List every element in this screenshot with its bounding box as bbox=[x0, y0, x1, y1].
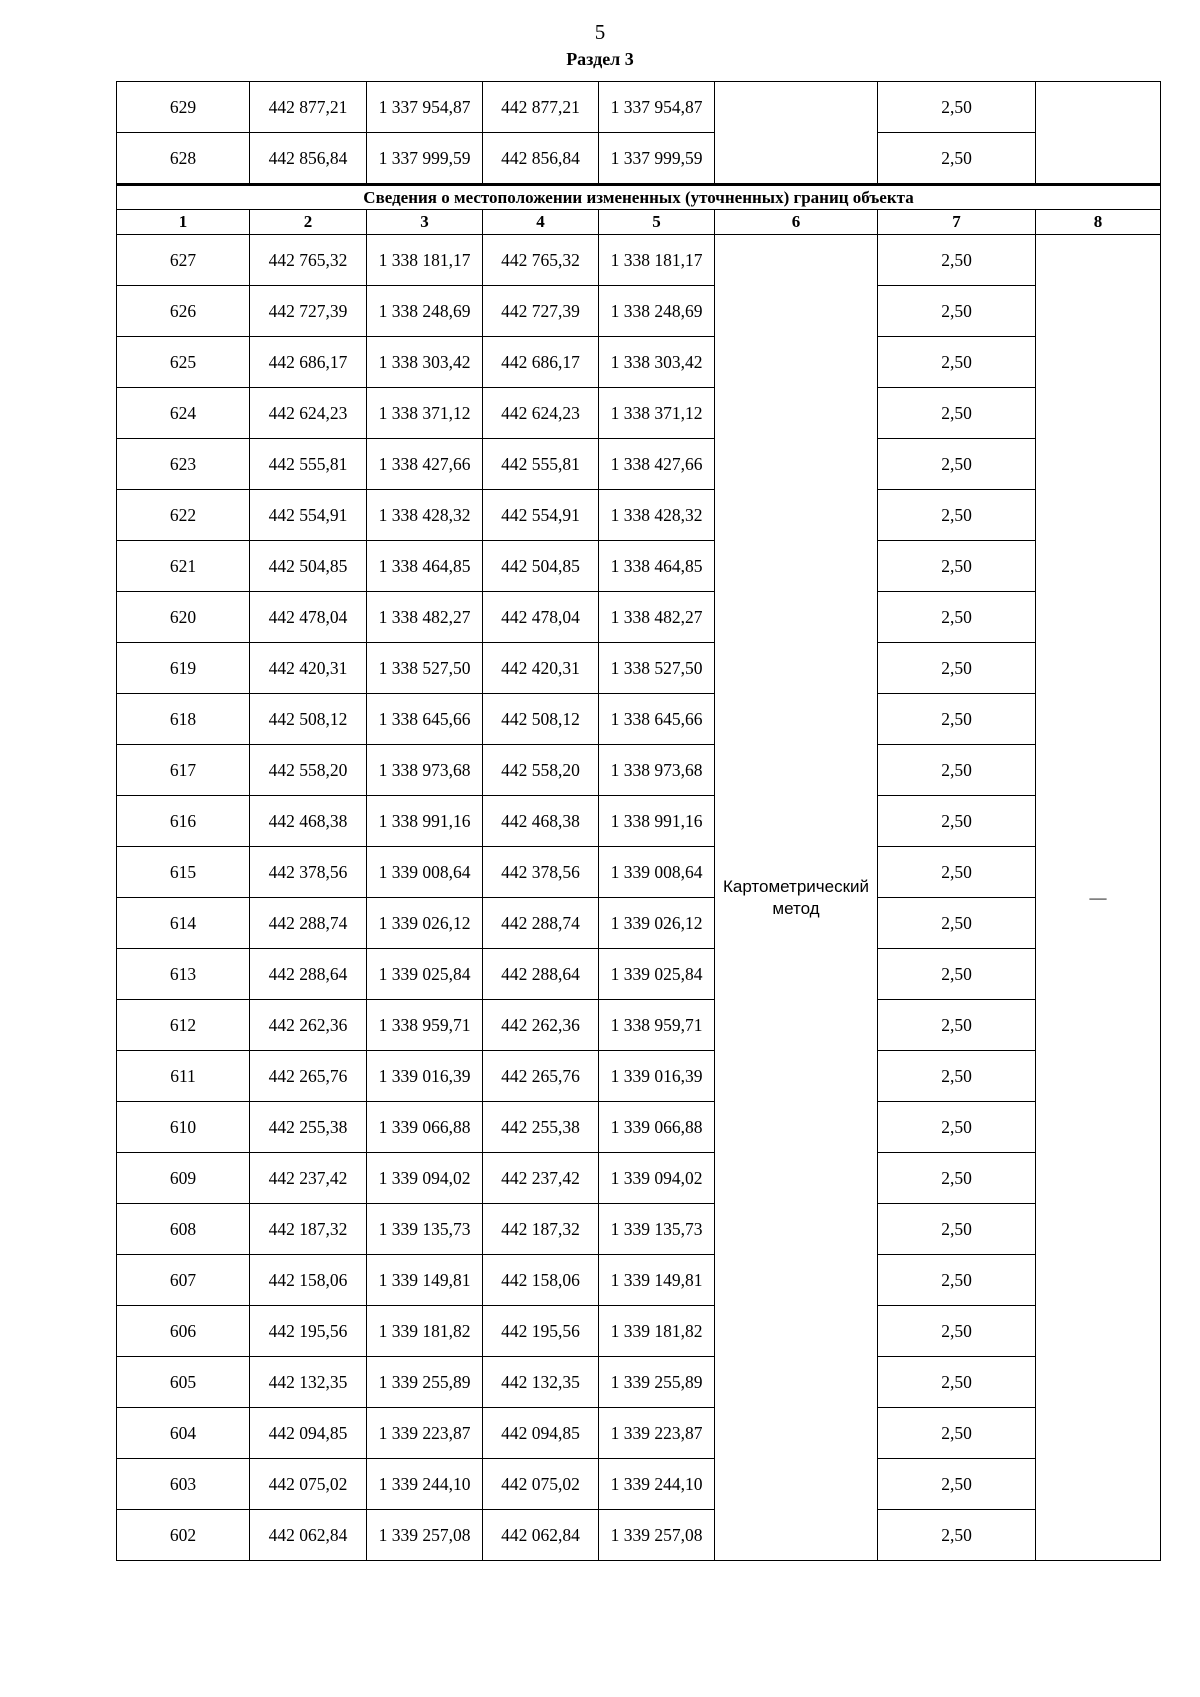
accuracy-cell: 2,50 bbox=[878, 1000, 1036, 1051]
accuracy-cell: 2,50 bbox=[878, 1255, 1036, 1306]
y-new-cell: 1 339 257,08 bbox=[599, 1510, 715, 1561]
table-row bbox=[117, 847, 1161, 898]
y-existing-cell: 1 339 257,08 bbox=[367, 1510, 483, 1561]
y-existing-cell: 1 338 527,50 bbox=[367, 643, 483, 694]
point-number-cell: 611 bbox=[117, 1051, 250, 1102]
table-row bbox=[117, 898, 1161, 949]
x-new-cell: 442 504,85 bbox=[483, 541, 599, 592]
y-existing-cell: 1 339 135,73 bbox=[367, 1204, 483, 1255]
x-new-cell: 442 195,56 bbox=[483, 1306, 599, 1357]
x-existing-cell: 442 877,21 bbox=[250, 82, 367, 133]
x-new-cell: 442 262,36 bbox=[483, 1000, 599, 1051]
point-number-cell: 629 bbox=[117, 82, 250, 133]
y-new-cell: 1 338 973,68 bbox=[599, 745, 715, 796]
point-number-cell: 613 bbox=[117, 949, 250, 1000]
table-row bbox=[117, 1459, 1161, 1510]
point-number-cell: 628 bbox=[117, 133, 250, 185]
y-new-cell: 1 339 026,12 bbox=[599, 898, 715, 949]
x-existing-cell: 442 195,56 bbox=[250, 1306, 367, 1357]
y-new-cell: 1 339 255,89 bbox=[599, 1357, 715, 1408]
accuracy-cell: 2,50 bbox=[878, 490, 1036, 541]
y-new-cell: 1 338 482,27 bbox=[599, 592, 715, 643]
column-number-row bbox=[117, 210, 1161, 235]
y-existing-cell: 1 339 223,87 bbox=[367, 1408, 483, 1459]
x-new-cell: 442 554,91 bbox=[483, 490, 599, 541]
x-new-cell: 442 288,74 bbox=[483, 898, 599, 949]
x-existing-cell: 442 237,42 bbox=[250, 1153, 367, 1204]
x-new-cell: 442 187,32 bbox=[483, 1204, 599, 1255]
point-number-cell: 620 bbox=[117, 592, 250, 643]
accuracy-cell: 2,50 bbox=[878, 1510, 1036, 1561]
table-row bbox=[117, 1153, 1161, 1204]
y-existing-cell: 1 339 181,82 bbox=[367, 1306, 483, 1357]
y-new-cell: 1 339 181,82 bbox=[599, 1306, 715, 1357]
y-existing-cell: 1 339 008,64 bbox=[367, 847, 483, 898]
x-existing-cell: 442 727,39 bbox=[250, 286, 367, 337]
point-number-cell: 604 bbox=[117, 1408, 250, 1459]
accuracy-cell: 2,50 bbox=[878, 439, 1036, 490]
x-new-cell: 442 856,84 bbox=[483, 133, 599, 185]
accuracy-cell: 2,50 bbox=[878, 643, 1036, 694]
y-existing-cell: 1 339 026,12 bbox=[367, 898, 483, 949]
point-number-cell: 621 bbox=[117, 541, 250, 592]
accuracy-cell: 2,50 bbox=[878, 1204, 1036, 1255]
x-new-cell: 442 255,38 bbox=[483, 1102, 599, 1153]
x-new-cell: 442 508,12 bbox=[483, 694, 599, 745]
x-existing-cell: 442 508,12 bbox=[250, 694, 367, 745]
y-new-cell: 1 337 954,87 bbox=[599, 82, 715, 133]
y-existing-cell: 1 338 427,66 bbox=[367, 439, 483, 490]
table-row bbox=[117, 82, 1161, 133]
x-new-cell: 442 158,06 bbox=[483, 1255, 599, 1306]
point-number-cell: 605 bbox=[117, 1357, 250, 1408]
y-new-cell: 1 338 527,50 bbox=[599, 643, 715, 694]
method-cell: Картометрический метод bbox=[715, 235, 878, 1561]
y-existing-cell: 1 338 371,12 bbox=[367, 388, 483, 439]
point-number-cell: 610 bbox=[117, 1102, 250, 1153]
x-existing-cell: 442 554,91 bbox=[250, 490, 367, 541]
method-cell-empty bbox=[715, 82, 878, 185]
x-existing-cell: 442 420,31 bbox=[250, 643, 367, 694]
table-row bbox=[117, 1306, 1161, 1357]
point-number-cell: 618 bbox=[117, 694, 250, 745]
table-row bbox=[117, 388, 1161, 439]
accuracy-cell: 2,50 bbox=[878, 1102, 1036, 1153]
description-cell-empty bbox=[1036, 82, 1161, 185]
x-existing-cell: 442 094,85 bbox=[250, 1408, 367, 1459]
accuracy-cell: 2,50 bbox=[878, 133, 1036, 185]
accuracy-cell: 2,50 bbox=[878, 592, 1036, 643]
y-new-cell: 1 339 094,02 bbox=[599, 1153, 715, 1204]
table-row bbox=[117, 745, 1161, 796]
y-new-cell: 1 337 999,59 bbox=[599, 133, 715, 185]
y-new-cell: 1 338 181,17 bbox=[599, 235, 715, 286]
x-existing-cell: 442 075,02 bbox=[250, 1459, 367, 1510]
x-new-cell: 442 378,56 bbox=[483, 847, 599, 898]
point-number-cell: 625 bbox=[117, 337, 250, 388]
x-existing-cell: 442 288,74 bbox=[250, 898, 367, 949]
point-number-cell: 609 bbox=[117, 1153, 250, 1204]
y-existing-cell: 1 337 999,59 bbox=[367, 133, 483, 185]
table-row bbox=[117, 643, 1161, 694]
y-new-cell: 1 339 223,87 bbox=[599, 1408, 715, 1459]
y-new-cell: 1 338 248,69 bbox=[599, 286, 715, 337]
table-row bbox=[117, 439, 1161, 490]
x-new-cell: 442 062,84 bbox=[483, 1510, 599, 1561]
accuracy-cell: 2,50 bbox=[878, 1408, 1036, 1459]
accuracy-cell: 2,50 bbox=[878, 796, 1036, 847]
table-row bbox=[117, 1204, 1161, 1255]
accuracy-cell: 2,50 bbox=[878, 1153, 1036, 1204]
x-existing-cell: 442 288,64 bbox=[250, 949, 367, 1000]
table-row bbox=[117, 694, 1161, 745]
x-existing-cell: 442 468,38 bbox=[250, 796, 367, 847]
column-number: 4 bbox=[483, 210, 599, 235]
x-existing-cell: 442 765,32 bbox=[250, 235, 367, 286]
column-number: 3 bbox=[367, 210, 483, 235]
column-number: 2 bbox=[250, 210, 367, 235]
table-row bbox=[117, 796, 1161, 847]
y-existing-cell: 1 339 016,39 bbox=[367, 1051, 483, 1102]
accuracy-cell: 2,50 bbox=[878, 745, 1036, 796]
y-new-cell: 1 338 428,32 bbox=[599, 490, 715, 541]
table-row bbox=[117, 1000, 1161, 1051]
accuracy-cell: 2,50 bbox=[878, 1051, 1036, 1102]
x-existing-cell: 442 378,56 bbox=[250, 847, 367, 898]
point-number-cell: 627 bbox=[117, 235, 250, 286]
x-existing-cell: 442 478,04 bbox=[250, 592, 367, 643]
x-new-cell: 442 288,64 bbox=[483, 949, 599, 1000]
x-new-cell: 442 094,85 bbox=[483, 1408, 599, 1459]
table-row bbox=[117, 1102, 1161, 1153]
column-number: 8 bbox=[1036, 210, 1161, 235]
point-number-cell: 622 bbox=[117, 490, 250, 541]
y-new-cell: 1 339 025,84 bbox=[599, 949, 715, 1000]
table-row bbox=[117, 1051, 1161, 1102]
point-number-cell: 602 bbox=[117, 1510, 250, 1561]
y-existing-cell: 1 338 181,17 bbox=[367, 235, 483, 286]
y-new-cell: 1 338 645,66 bbox=[599, 694, 715, 745]
point-number-cell: 624 bbox=[117, 388, 250, 439]
y-new-cell: 1 339 244,10 bbox=[599, 1459, 715, 1510]
point-number-cell: 616 bbox=[117, 796, 250, 847]
x-new-cell: 442 624,23 bbox=[483, 388, 599, 439]
accuracy-cell: 2,50 bbox=[878, 1306, 1036, 1357]
x-existing-cell: 442 856,84 bbox=[250, 133, 367, 185]
x-existing-cell: 442 265,76 bbox=[250, 1051, 367, 1102]
y-existing-cell: 1 338 991,16 bbox=[367, 796, 483, 847]
x-existing-cell: 442 624,23 bbox=[250, 388, 367, 439]
x-existing-cell: 442 158,06 bbox=[250, 1255, 367, 1306]
table-row bbox=[117, 490, 1161, 541]
table-caption-row bbox=[117, 185, 1161, 210]
accuracy-cell: 2,50 bbox=[878, 1459, 1036, 1510]
x-new-cell: 442 075,02 bbox=[483, 1459, 599, 1510]
table-row bbox=[117, 949, 1161, 1000]
y-new-cell: 1 339 149,81 bbox=[599, 1255, 715, 1306]
y-existing-cell: 1 338 303,42 bbox=[367, 337, 483, 388]
point-number-cell: 614 bbox=[117, 898, 250, 949]
accuracy-cell: 2,50 bbox=[878, 898, 1036, 949]
table-row bbox=[117, 1255, 1161, 1306]
accuracy-cell: 2,50 bbox=[878, 337, 1036, 388]
description-cell: — bbox=[1036, 235, 1161, 1561]
x-new-cell: 442 727,39 bbox=[483, 286, 599, 337]
table-row bbox=[117, 541, 1161, 592]
y-new-cell: 1 338 371,12 bbox=[599, 388, 715, 439]
point-number-cell: 612 bbox=[117, 1000, 250, 1051]
x-existing-cell: 442 504,85 bbox=[250, 541, 367, 592]
column-number: 7 bbox=[878, 210, 1036, 235]
page-number: 5 bbox=[594, 20, 606, 44]
point-number-cell: 615 bbox=[117, 847, 250, 898]
y-new-cell: 1 339 066,88 bbox=[599, 1102, 715, 1153]
accuracy-cell: 2,50 bbox=[878, 82, 1036, 133]
y-existing-cell: 1 339 066,88 bbox=[367, 1102, 483, 1153]
y-existing-cell: 1 337 954,87 bbox=[367, 82, 483, 133]
point-number-cell: 606 bbox=[117, 1306, 250, 1357]
y-existing-cell: 1 339 255,89 bbox=[367, 1357, 483, 1408]
y-existing-cell: 1 339 025,84 bbox=[367, 949, 483, 1000]
column-number: 1 bbox=[117, 210, 250, 235]
y-existing-cell: 1 338 973,68 bbox=[367, 745, 483, 796]
y-new-cell: 1 338 991,16 bbox=[599, 796, 715, 847]
accuracy-cell: 2,50 bbox=[878, 694, 1036, 745]
y-new-cell: 1 339 008,64 bbox=[599, 847, 715, 898]
y-new-cell: 1 338 303,42 bbox=[599, 337, 715, 388]
y-existing-cell: 1 339 149,81 bbox=[367, 1255, 483, 1306]
table-row bbox=[117, 1357, 1161, 1408]
point-number-cell: 619 bbox=[117, 643, 250, 694]
section-title: Раздел 3 bbox=[566, 49, 634, 69]
x-new-cell: 442 877,21 bbox=[483, 82, 599, 133]
table-row bbox=[117, 235, 1161, 286]
y-existing-cell: 1 339 094,02 bbox=[367, 1153, 483, 1204]
y-existing-cell: 1 338 959,71 bbox=[367, 1000, 483, 1051]
table-row bbox=[117, 337, 1161, 388]
x-new-cell: 442 265,76 bbox=[483, 1051, 599, 1102]
y-new-cell: 1 339 135,73 bbox=[599, 1204, 715, 1255]
y-new-cell: 1 338 464,85 bbox=[599, 541, 715, 592]
x-new-cell: 442 420,31 bbox=[483, 643, 599, 694]
x-existing-cell: 442 187,32 bbox=[250, 1204, 367, 1255]
x-existing-cell: 442 255,38 bbox=[250, 1102, 367, 1153]
accuracy-cell: 2,50 bbox=[878, 235, 1036, 286]
x-existing-cell: 442 555,81 bbox=[250, 439, 367, 490]
point-number-cell: 623 bbox=[117, 439, 250, 490]
x-new-cell: 442 558,20 bbox=[483, 745, 599, 796]
accuracy-cell: 2,50 bbox=[878, 1357, 1036, 1408]
table-row bbox=[117, 286, 1161, 337]
x-new-cell: 442 468,38 bbox=[483, 796, 599, 847]
accuracy-cell: 2,50 bbox=[878, 949, 1036, 1000]
accuracy-cell: 2,50 bbox=[878, 847, 1036, 898]
x-new-cell: 442 686,17 bbox=[483, 337, 599, 388]
y-existing-cell: 1 338 248,69 bbox=[367, 286, 483, 337]
accuracy-cell: 2,50 bbox=[878, 286, 1036, 337]
x-new-cell: 442 555,81 bbox=[483, 439, 599, 490]
point-number-cell: 617 bbox=[117, 745, 250, 796]
x-existing-cell: 442 686,17 bbox=[250, 337, 367, 388]
y-existing-cell: 1 338 645,66 bbox=[367, 694, 483, 745]
boundary-coordinates-table bbox=[116, 81, 1161, 1561]
x-existing-cell: 442 062,84 bbox=[250, 1510, 367, 1561]
accuracy-cell: 2,50 bbox=[878, 541, 1036, 592]
y-existing-cell: 1 338 464,85 bbox=[367, 541, 483, 592]
column-number: 5 bbox=[599, 210, 715, 235]
y-existing-cell: 1 338 428,32 bbox=[367, 490, 483, 541]
x-new-cell: 442 237,42 bbox=[483, 1153, 599, 1204]
table-row bbox=[117, 592, 1161, 643]
point-number-cell: 608 bbox=[117, 1204, 250, 1255]
table-row bbox=[117, 133, 1161, 185]
point-number-cell: 607 bbox=[117, 1255, 250, 1306]
y-existing-cell: 1 338 482,27 bbox=[367, 592, 483, 643]
x-new-cell: 442 478,04 bbox=[483, 592, 599, 643]
y-new-cell: 1 339 016,39 bbox=[599, 1051, 715, 1102]
x-existing-cell: 442 558,20 bbox=[250, 745, 367, 796]
table-caption: Сведения о местоположении измененных (уточненных) границ объекта bbox=[117, 185, 1161, 210]
table-row bbox=[117, 1510, 1161, 1561]
accuracy-cell: 2,50 bbox=[878, 388, 1036, 439]
x-new-cell: 442 132,35 bbox=[483, 1357, 599, 1408]
x-new-cell: 442 765,32 bbox=[483, 235, 599, 286]
y-new-cell: 1 338 959,71 bbox=[599, 1000, 715, 1051]
point-number-cell: 626 bbox=[117, 286, 250, 337]
table-row bbox=[117, 1408, 1161, 1459]
x-existing-cell: 442 132,35 bbox=[250, 1357, 367, 1408]
column-number: 6 bbox=[715, 210, 878, 235]
x-existing-cell: 442 262,36 bbox=[250, 1000, 367, 1051]
y-new-cell: 1 338 427,66 bbox=[599, 439, 715, 490]
point-number-cell: 603 bbox=[117, 1459, 250, 1510]
y-existing-cell: 1 339 244,10 bbox=[367, 1459, 483, 1510]
